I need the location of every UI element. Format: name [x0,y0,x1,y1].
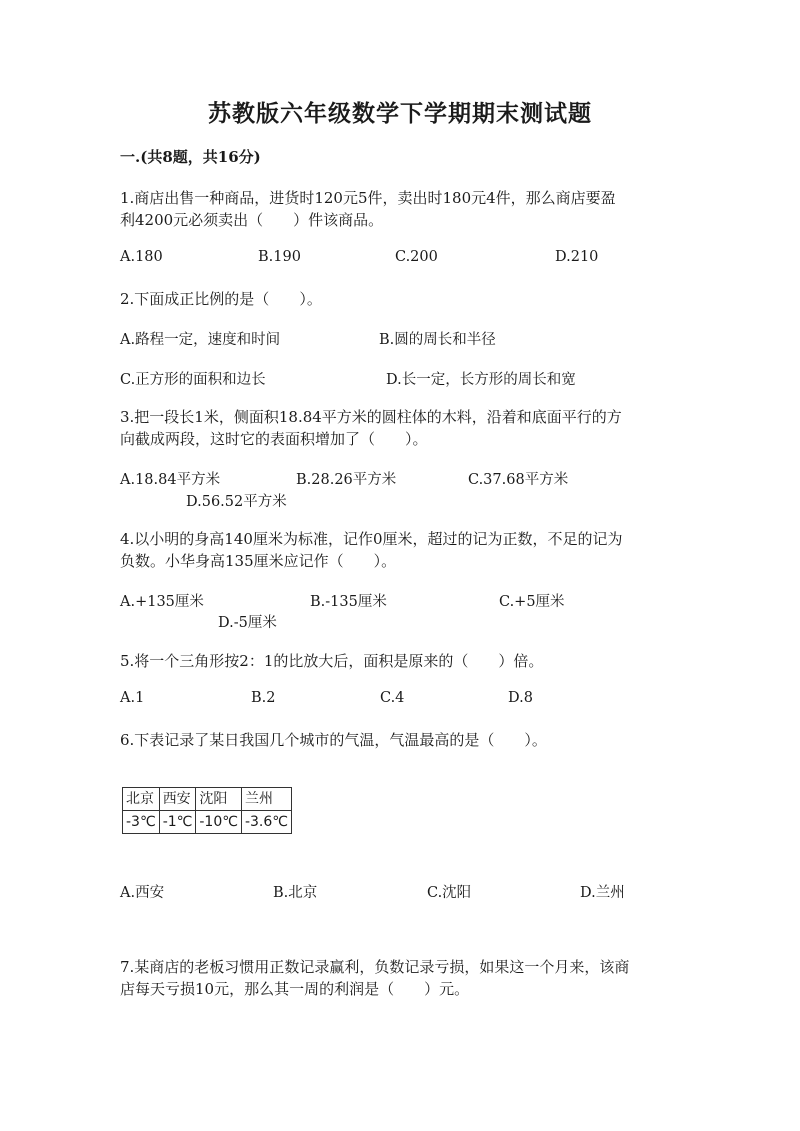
question-7-line-1: 7.某商店的老板习惯用正数记录赢利，负数记录亏损，如果这一个月来，该商 [120,958,630,976]
section-heading: 一.(共8题，共16分) [120,148,261,166]
question-4-line-1: 4.以小明的身高140厘米为标准，记作0厘米，超过的记为正数，不足的记为 [120,530,623,548]
question-3-option-b: B.28.26平方米 [296,472,397,488]
question-3-line-1: 3.把一段长1米，侧面积18.84平方米的圆柱体的木料，沿着和底面平行的方 [120,408,622,426]
question-2-option-a: A.路程一定，速度和时间 [120,332,281,348]
question-1-line-2: 利4200元必须卖出（ ）件该商品。 [120,211,384,229]
question-1-option-a: A.180 [120,249,163,265]
table-header-cell: 西安 [159,788,196,811]
question-6-option-d: D.兰州 [580,885,625,901]
question-5-option-c: C.4 [380,690,405,706]
question-4-option-d: D.-5厘米 [218,615,277,631]
table-header-row [123,788,292,811]
question-4-option-b: B.-135厘米 [310,594,387,610]
page-title: 苏教版六年级数学下学期期末测试题 [208,100,592,127]
table-cell: -10℃ [196,811,242,834]
temperature-table [122,787,292,834]
question-6-option-b: B.北京 [273,885,318,901]
question-6-option-a: A.西安 [120,885,165,901]
question-6-option-c: C.沈阳 [427,885,472,901]
question-1-option-d: D.210 [555,249,599,265]
question-3-option-a: A.18.84平方米 [120,472,221,488]
question-4-option-c: C.+5厘米 [499,594,565,610]
table-header-cell: 沈阳 [196,788,242,811]
question-2-option-c: C.正方形的面积和边长 [120,372,266,388]
question-5-line-1: 5.将一个三角形按2：1的比放大后，面积是原来的（ ）倍。 [120,652,544,670]
question-2-line-1: 2.下面成正比例的是（ ）。 [120,290,322,308]
question-1-line-1: 1.商店出售一种商品，进货时120元5件，卖出时180元4件，那么商店要盈 [120,189,616,207]
table-cell: -1℃ [159,811,196,834]
table-cell: -3℃ [123,811,160,834]
question-5-option-a: A.1 [120,690,145,706]
table-cell: -3.6℃ [241,811,291,834]
question-5-option-b: B.2 [251,690,276,706]
question-3-option-d: D.56.52平方米 [186,494,287,510]
question-3-option-c: C.37.68平方米 [468,472,569,488]
table-header-cell: 北京 [123,788,160,811]
question-2-option-d: D.长一定，长方形的周长和宽 [386,372,576,388]
table-row [123,811,292,834]
question-6-line-1: 6.下表记录了某日我国几个城市的气温，气温最高的是（ ）。 [120,731,547,749]
table-header-cell: 兰州 [241,788,291,811]
question-2-option-b: B.圆的周长和半径 [379,332,496,348]
question-1-option-c: C.200 [395,249,438,265]
question-4-option-a: A.+135厘米 [120,594,204,610]
question-4-line-2: 负数。小华身高135厘米应记作（ ）。 [120,552,397,570]
question-5-option-d: D.8 [508,690,533,706]
question-7-line-2: 店每天亏损10元，那么其一周的利润是（ ）元。 [120,980,470,998]
question-3-line-2: 向截成两段，这时它的表面积增加了（ ）。 [120,430,428,448]
question-1-option-b: B.190 [258,249,301,265]
